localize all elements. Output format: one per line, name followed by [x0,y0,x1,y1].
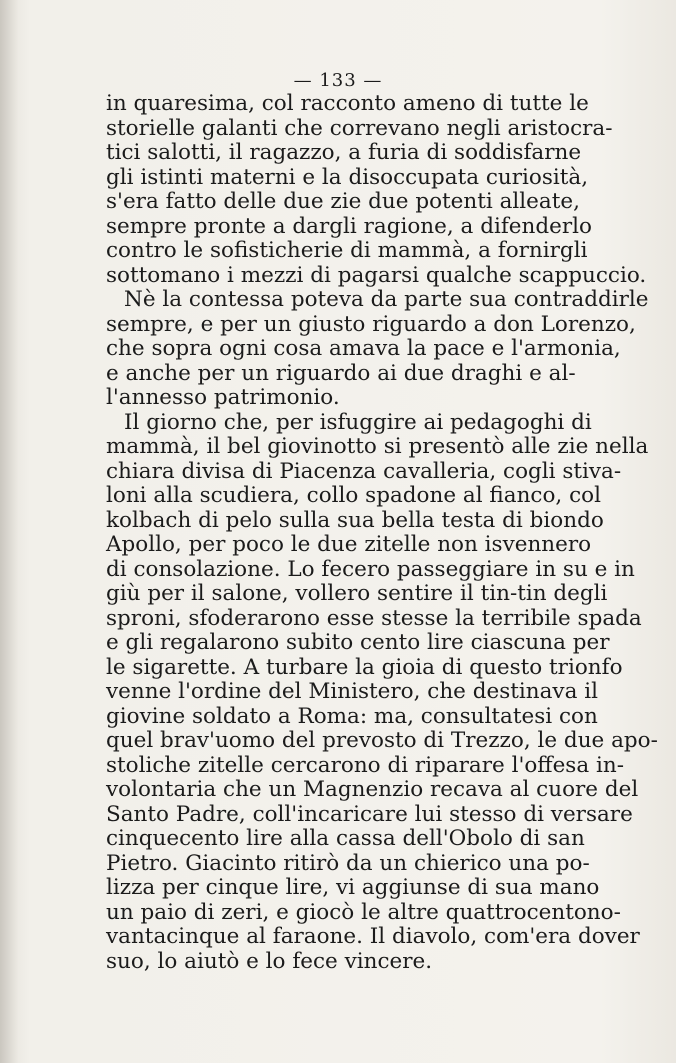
text-line: quel brav'uomo del prevosto di Trezzo, le due apo- [106,728,658,753]
text-line: s'era fatto delle due zie due potenti alleate, [106,189,580,214]
text-line: Il giorno che, per isfuggire ai pedagoghi di [124,409,592,435]
text-line: l'annesso patrimonio. [106,385,340,410]
text-line: stoliche zitelle cercarono di riparare l'offesa in- [106,752,624,778]
text-line: loni alla scudiera, collo spadone al fianco, col [106,483,601,508]
text-line: Apollo, per poco le due zitelle non isvennero [106,532,592,557]
page-spine-shadow [0,0,18,1063]
text-line: vantacinque al faraone. Il diavolo, com'era dover [106,924,640,949]
text-line: Nè la contessa poteva da parte sua contraddirle [124,287,649,312]
text-line: in quaresima, col racconto ameno di tutte le [106,91,589,116]
text-line: gli istinti materni e la disoccupata curiosità, [106,164,589,190]
text-line: kolbach di pelo sulla sua bella testa di biondo [106,507,604,533]
text-line: giovine soldato a Roma: ma, consultatesi con [106,703,598,729]
text-line: sempre, e per un giusto riguardo a don Lorenzo, [106,311,636,337]
text-line: di consolazione. Lo fecero passeggiare in su e in [106,556,635,582]
text-line: sempre pronte a dargli ragione, a difenderlo [106,213,592,239]
text-line: suo, lo aiutò e lo fece vincere. [106,948,433,974]
text-line: tici salotti, il ragazzo, a furia di soddisfarne [106,140,582,165]
text-line: venne l'ordine del Ministero, che destinava il [106,679,598,704]
text-line: Pietro. Giacinto ritirò da un chierico una po- [106,850,590,876]
text-line: chiara divisa di Piacenza cavalleria, cogli stiva- [106,458,622,484]
text-line: contro le sofisticherie di mammà, a fornirgli [106,238,588,263]
text-line: e anche per un riguardo ai due draghi e al- [106,360,576,386]
text-line: lizza per cinque lire, vi aggiunse di sua mano [106,875,600,900]
text-line: cinquecento lire alla cassa dell'Obolo di san [106,826,585,851]
text-line: storielle galanti che correvano negli aristocra- [106,115,613,141]
text-line: e gli regalarono subito cento lire ciascuna per [106,630,610,655]
text-line: Santo Padre, coll'incaricare lui stesso di versare [106,801,633,827]
text-line: mammà, il bel giovinotto si presentò alle zie nella [106,434,649,459]
body-text [106,91,658,974]
text-line: che sopra ogni cosa amava la pace e l'armonia, [106,336,621,361]
text-line: volontaria che un Magnenzio recava al cuore del [106,777,639,802]
text-line: sproni, sfoderarono esse stesse la terribile spada [106,605,642,631]
text-line: sottomano i mezzi di pagarsi qualche scappuccio. [106,262,647,288]
text-line: un paio di zeri, e giocò le altre quattrocentono- [106,899,621,925]
text-line: giù per il salone, vollero sentire il tin-tin degli [106,581,608,606]
text-line: le sigarette. A turbare la gioia di questo trionfo [106,654,623,680]
page-number: — 133 — [293,70,383,91]
